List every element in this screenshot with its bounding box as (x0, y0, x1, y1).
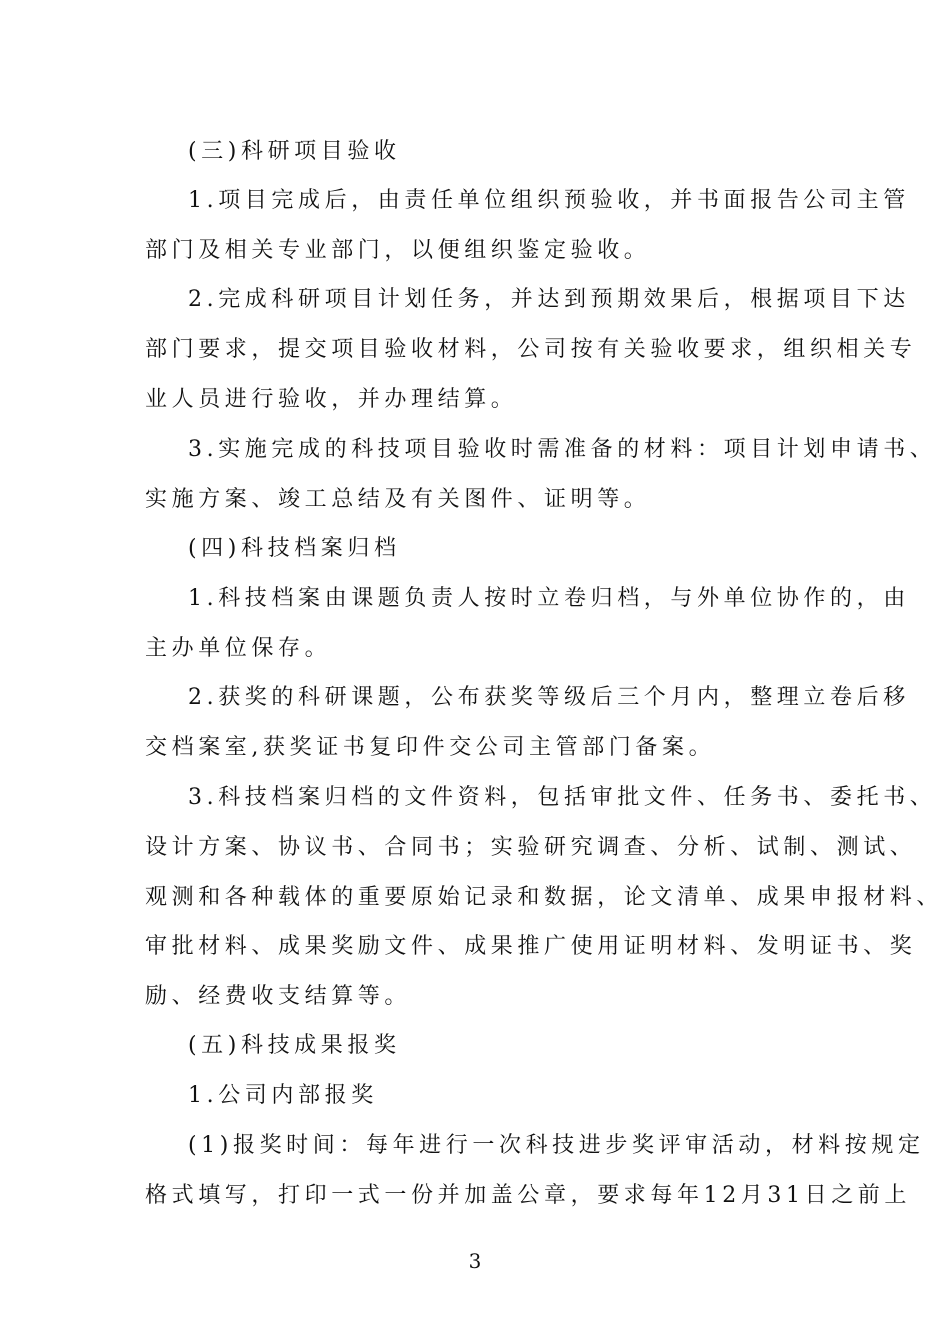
paragraph-line: 审批材料、成果奖励文件、成果推广使用证明材料、发明证书、奖 (145, 934, 917, 959)
paragraph-line: 部门要求，提交项目验收材料，公司按有关验收要求，组织相关专 (145, 337, 917, 362)
section-heading-5: (五)科技成果报奖 (188, 1033, 401, 1058)
paragraph-line: 主办单位保存。 (145, 636, 332, 661)
paragraph-line: 格式填写，打印一式一份并加盖公章，要求每年12月31日之前上 (145, 1183, 911, 1208)
paragraph-line: 2.获奖的科研课题，公布获奖等级后三个月内，整理立卷后移 (188, 685, 910, 710)
paragraph-line: 1.科技档案由课题负责人按时立卷归档，与外单位协作的，由 (188, 586, 910, 611)
paragraph-line: 2.完成科研项目计划任务，并达到预期效果后，根据项目下达 (188, 287, 910, 312)
paragraph-line: 观测和各种载体的重要原始记录和数据，论文清单、成果申报材料、 (145, 885, 944, 910)
paragraph-line: 设计方案、协议书、合同书；实验研究调查、分析、试制、测试、 (145, 835, 917, 860)
paragraph-line: 交档案室,获奖证书复印件交公司主管部门备案。 (145, 735, 716, 760)
paragraph-line: 部门及相关专业部门，以便组织鉴定验收。 (145, 238, 651, 263)
section-heading-3: (三)科研项目验收 (188, 139, 401, 164)
paragraph-line: 业人员进行验收，并办理结算。 (145, 387, 518, 412)
paragraph-line: 3.实施完成的科技项目验收时需准备的材料：项目计划申请书、 (188, 437, 937, 462)
paragraph-line: 实施方案、竣工总结及有关图件、证明等。 (145, 487, 651, 512)
page-number: 3 (468, 1249, 482, 1273)
paragraph-line: 3.科技档案归档的文件资料，包括审批文件、任务书、委托书、 (188, 785, 937, 810)
subsection-heading: 1.公司内部报奖 (188, 1083, 378, 1108)
paragraph-line: (1)报奖时间：每年进行一次科技进步奖评审活动，材料按规定 (188, 1133, 925, 1158)
paragraph-line: 励、经费收支结算等。 (145, 984, 412, 1009)
section-heading-4: (四)科技档案归档 (188, 536, 401, 561)
paragraph-line: 1.项目完成后，由责任单位组织预验收，并书面报告公司主管 (188, 188, 910, 213)
